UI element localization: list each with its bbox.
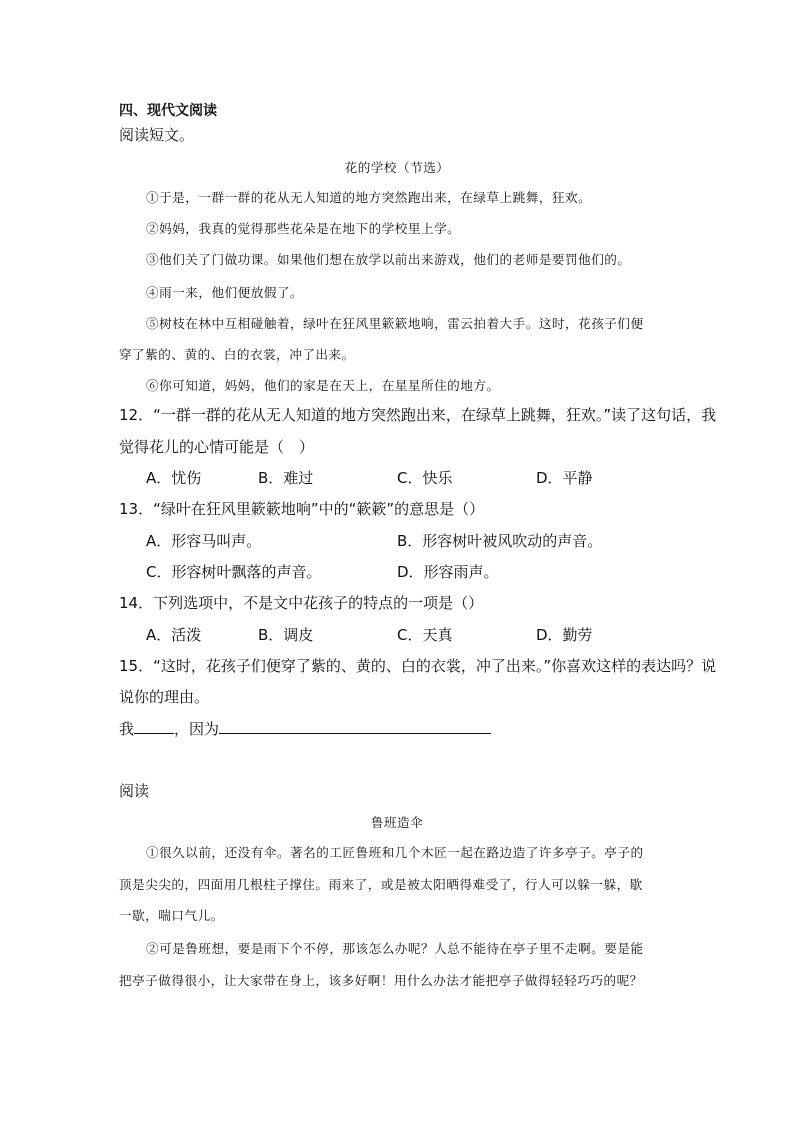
option-d: D．平静 (536, 469, 593, 487)
answer-mid: ，因为 (174, 720, 220, 738)
passage-line: 顶是尖尖的，四面用几根柱子撑住。雨来了，或是被太阳晒得难受了，行人可以躲一躲，歇 (119, 877, 643, 892)
option-a: A．忧伤 (146, 469, 202, 487)
option-d: D．形容雨声。 (397, 563, 499, 581)
option-c: C．快乐 (397, 469, 453, 487)
passage-line: ③他们关了门做功课。如果他们想在放学以前出来游戏，他们的老师是要罚他们的。 (146, 252, 631, 267)
passage-line: ②妈妈，我真的觉得那些花朵是在地下的学校里上学。 (146, 221, 461, 236)
option-b: B．调皮 (258, 626, 314, 644)
option-d: D．勤劳 (536, 626, 593, 644)
option-c: C．形容树叶飘落的声音。 (146, 563, 322, 581)
question-15-stem: 15．“这时，花孩子们便穿了紫的、黄的、白的衣裳，冲了出来。”你喜欢这样的表达吗？说 (119, 657, 717, 675)
option-b: B．难过 (258, 469, 314, 487)
answer-blank-reason[interactable] (219, 719, 491, 734)
question-12-stem: 12．“一群一群的花从无人知道的地方突然跑出来，在绿草上跳舞，狂欢。”读了这句话，我 (119, 406, 717, 424)
passage-line: 穿了紫的、黄的、白的衣裳，冲了出来。 (119, 347, 355, 362)
option-a: A．活泼 (146, 626, 202, 644)
question-13-stem: 13．“绿叶在狂风里簌簌地响”中的“簌簌”的意思是（） (119, 500, 485, 518)
reading-instruction: 阅读短文。 (119, 126, 195, 144)
option-b: B．形容树叶被风吹动的声音。 (397, 532, 603, 550)
passage-line: ①于是，一群一群的花从无人知道的地方突然跑出来，在绿草上跳舞，狂欢。 (146, 190, 592, 205)
reading-instruction: 阅读 (119, 782, 150, 800)
section-title: 四、现代文阅读 (119, 103, 217, 119)
option-a: A．形容马叫声。 (146, 532, 262, 550)
answer-blank-opinion[interactable] (134, 719, 174, 734)
passage-title: 鲁班造伞 (370, 815, 424, 830)
question-12-stem-cont: 觉得花儿的心情可能是（ ） (119, 438, 315, 456)
answer-line (119, 718, 491, 739)
passage-line: ①很久以前，还没有伞。著名的工匠鲁班和几个木匠一起在路边造了许多亭子。亭子的 (146, 845, 644, 860)
passage-line: 把亭子做得很小，让大家带在身上，该多好啊！用什么办法才能把亭子做得轻轻巧巧的呢？ (119, 973, 643, 988)
passage-line: ④雨一来，他们便放假了。 (146, 285, 304, 300)
passage-line: ⑥你可知道，妈妈，他们的家是在天上，在星星所住的地方。 (146, 378, 500, 393)
question-14-stem: 14．下列选项中，不是文中花孩子的特点的一项是（） (119, 594, 484, 612)
option-c: C．天真 (397, 626, 453, 644)
answer-prefix: 我 (119, 720, 135, 738)
passage-title: 花的学校（节选） (344, 160, 450, 175)
passage-line: ②可是鲁班想，要是雨下个不停，那该怎么办呢？人总不能待在亭子里不走啊。要是能 (146, 941, 644, 956)
passage-line: ⑤树枝在林中互相碰触着，绿叶在狂风里簌簌地响，雷云拍着大手。这时，花孩子们便 (146, 316, 644, 331)
passage-line: 一歇，喘口气儿。 (119, 908, 224, 923)
question-15-stem-cont: 说你的理由。 (119, 688, 210, 706)
